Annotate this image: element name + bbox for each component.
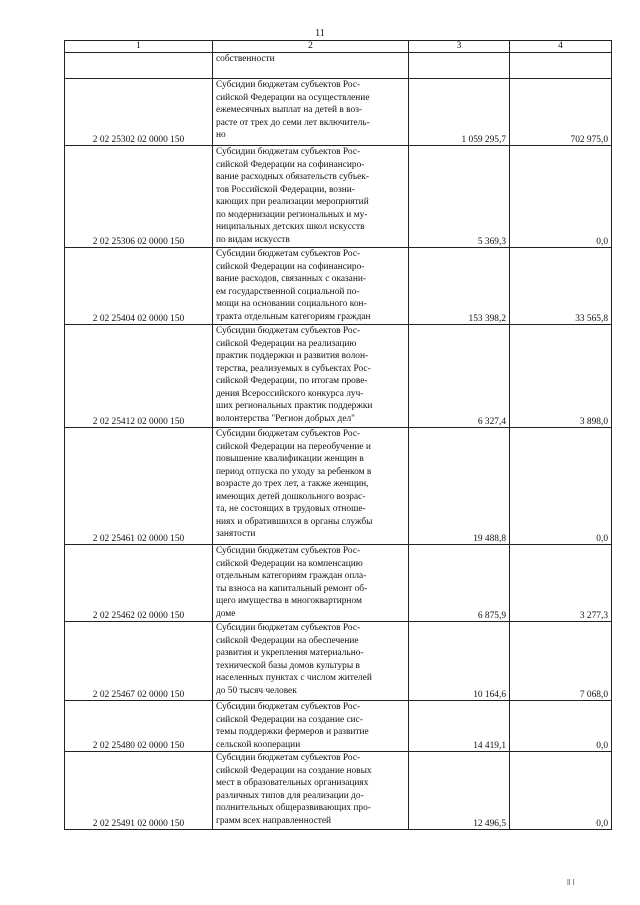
description-line: имеющих детей дошкольного возрас- xyxy=(216,491,366,502)
amount-column-3: 12 496,5 xyxy=(409,752,510,830)
page-number: 11 xyxy=(315,28,325,39)
description-line: но xyxy=(216,130,226,140)
description-line: Субсидии бюджетам субъектов Рос- xyxy=(216,147,361,157)
amount-column-3 xyxy=(409,53,510,79)
table-row xyxy=(65,428,612,545)
description-line: доме xyxy=(216,608,236,619)
description-line: грамм всех направленностей xyxy=(216,815,332,826)
description-line: сельской кооперации xyxy=(216,739,301,750)
amount-column-3: 14 419,1 xyxy=(409,701,510,752)
description-line: сийской Федерации на создание сис- xyxy=(216,714,363,725)
amount-column-4: 33 565,8 xyxy=(510,248,612,325)
description-line: Субсидии бюджетам субъектов Рос- xyxy=(216,546,361,556)
description-line: различных типов для реализации до- xyxy=(216,790,364,801)
amount-column-4: 0,0 xyxy=(510,701,612,752)
description-line: возрасте до трех лет, а также женщин, xyxy=(216,479,369,489)
header-row xyxy=(65,41,612,53)
subsidy-description xyxy=(213,325,409,428)
description-line: тов Российской Федерации, возни- xyxy=(216,184,355,195)
column-header-2: 2 xyxy=(213,41,409,53)
description-line: дения Всероссийского конкурса луч- xyxy=(216,388,364,399)
amount-column-4: 0,0 xyxy=(510,752,612,830)
description-line: Субсидии бюджетам субъектов Рос- xyxy=(216,753,361,763)
description-line: Субсидии бюджетам субъектов Рос- xyxy=(216,429,361,439)
amount-column-4: 3 898,0 xyxy=(510,325,612,428)
description-line: мощи на основании социального кон- xyxy=(216,299,367,309)
description-line: сийской Федерации на создание новых xyxy=(216,765,372,776)
budget-code: 2 02 25302 02 0000 150 xyxy=(65,79,213,146)
description-line: технической базы домов культуры в xyxy=(216,660,360,671)
column-header-1: 1 xyxy=(65,41,213,53)
description-line: ниципальных детских школ искусств xyxy=(216,222,365,232)
description-line: Субсидии бюджетам субъектов Рос- xyxy=(216,623,361,633)
subsidy-description xyxy=(213,545,409,622)
budget-code: 2 02 25412 02 0000 150 xyxy=(65,325,213,428)
description-line: по модернизации региональных и му- xyxy=(216,209,368,220)
subsidy-description xyxy=(213,752,409,830)
table-row xyxy=(65,146,612,248)
table-row xyxy=(65,752,612,830)
description-line: волонтерства "Регион добрых дел" xyxy=(216,413,355,424)
amount-column-4: 3 277,3 xyxy=(510,545,612,622)
description-line: сийской Федерации на обеспечение xyxy=(216,635,359,646)
description-line: сийской Федерации, по итогам прове- xyxy=(216,376,368,386)
table-row xyxy=(65,622,612,701)
description-line: развития и укрепления материально- xyxy=(216,648,364,658)
description-line: расте от трех до семи лет включитель- xyxy=(216,117,370,128)
amount-column-4: 7 068,0 xyxy=(510,622,612,701)
budget-code: 2 02 25404 02 0000 150 xyxy=(65,248,213,325)
subsidy-description xyxy=(213,146,409,248)
description-line: Субсидии бюджетам субъектов Рос- xyxy=(216,326,361,336)
description-line: сийской Федерации на переобучение и xyxy=(216,441,371,452)
description-line: сийской Федерации на софинансиро- xyxy=(216,261,365,272)
budget-code: 2 02 25461 02 0000 150 xyxy=(65,428,213,545)
description-line: ниях и обратившихся в органы службы xyxy=(216,516,373,527)
description-line: мест в образовательных организациях xyxy=(216,778,369,788)
amount-column-4: 0,0 xyxy=(510,428,612,545)
description-line: сийской Федерации на софинансиро- xyxy=(216,159,365,170)
budget-code: 2 02 25462 02 0000 150 xyxy=(65,545,213,622)
amount-column-4: 702 975,0 xyxy=(510,79,612,146)
description-line: вание расходных обязательств субъек- xyxy=(216,172,369,182)
description-line: населенных пунктах с числом жителей xyxy=(216,673,372,683)
budget-code xyxy=(65,53,213,79)
budget-code: 2 02 25467 02 0000 150 xyxy=(65,622,213,701)
table-row xyxy=(65,79,612,146)
description-line: ты взноса на капитальный ремонт об- xyxy=(216,583,368,594)
description-line: сийской Федерации на реализацию xyxy=(216,338,357,349)
description-line: отдельным категориям граждан опла- xyxy=(216,571,367,581)
description-line: темы поддержки фермеров и развитие xyxy=(216,727,369,737)
description-line: кающих при реализации мероприятий xyxy=(216,197,369,207)
description-line: вание расходов, связанных с оказани- xyxy=(216,274,366,284)
description-line: ших региональных практик поддержки xyxy=(216,401,373,411)
table-row xyxy=(65,53,612,79)
amount-column-3: 10 164,6 xyxy=(409,622,510,701)
column-header-3: 3 xyxy=(409,41,510,53)
subsidy-description xyxy=(213,701,409,752)
column-header-4: 4 xyxy=(510,41,612,53)
description-line: тракта отдельным категориям граждан xyxy=(216,311,371,322)
description-line: ежемесячных выплат на детей в воз- xyxy=(216,105,363,115)
budget-code: 2 02 25491 02 0000 150 xyxy=(65,752,213,830)
budget-table xyxy=(64,40,612,830)
table-row xyxy=(65,325,612,428)
description-line: сийской Федерации на компенсацию xyxy=(216,558,363,569)
description-line: ем государственной социальной по- xyxy=(216,286,360,297)
subsidy-description xyxy=(213,248,409,325)
description-line: Субсидии бюджетам субъектов Рос- xyxy=(216,249,361,259)
amount-column-3: 5 369,3 xyxy=(409,146,510,248)
subsidy-description xyxy=(213,79,409,146)
description-line: щего имущества в многоквартирном xyxy=(216,596,362,606)
description-line: Субсидии бюджетам субъектов Рос- xyxy=(216,702,361,712)
amount-column-4: 0,0 xyxy=(510,146,612,248)
description-line: Субсидии бюджетам субъектов Рос- xyxy=(216,80,361,90)
table-row xyxy=(65,701,612,752)
description-line: по видам искусств xyxy=(216,234,290,245)
description-line: та, не состоящих в трудовых отноше- xyxy=(216,504,366,514)
description-line: повышение квалификации женщин в xyxy=(216,454,364,464)
description-line: период отпуска по уходу за ребенком в xyxy=(216,466,372,477)
amount-column-3: 1 059 295,7 xyxy=(409,79,510,146)
description-line: до 50 тысяч человек xyxy=(216,685,297,696)
amount-column-3: 153 398,2 xyxy=(409,248,510,325)
amount-column-3: 6 327,4 xyxy=(409,325,510,428)
budget-code: 2 02 25480 02 0000 150 xyxy=(65,701,213,752)
description-line: занятости xyxy=(216,529,256,539)
corner-mark: ll l xyxy=(567,878,575,887)
description-line: терства, реализуемых в субъектах Рос- xyxy=(216,363,371,374)
subsidy-description xyxy=(213,53,409,79)
description-line: практик поддержки и развития волон- xyxy=(216,351,369,361)
table-row xyxy=(65,545,612,622)
budget-code: 2 02 25306 02 0000 150 xyxy=(65,146,213,248)
subsidy-description xyxy=(213,622,409,701)
description-line: полнительных общеразвивающих про- xyxy=(216,803,371,813)
description-line: собственности xyxy=(216,54,275,64)
amount-column-4 xyxy=(510,53,612,79)
description-line: сийской Федерации на осуществление xyxy=(216,92,370,103)
amount-column-3: 6 875,9 xyxy=(409,545,510,622)
subsidy-description xyxy=(213,428,409,545)
table-row xyxy=(65,248,612,325)
amount-column-3: 19 488,8 xyxy=(409,428,510,545)
